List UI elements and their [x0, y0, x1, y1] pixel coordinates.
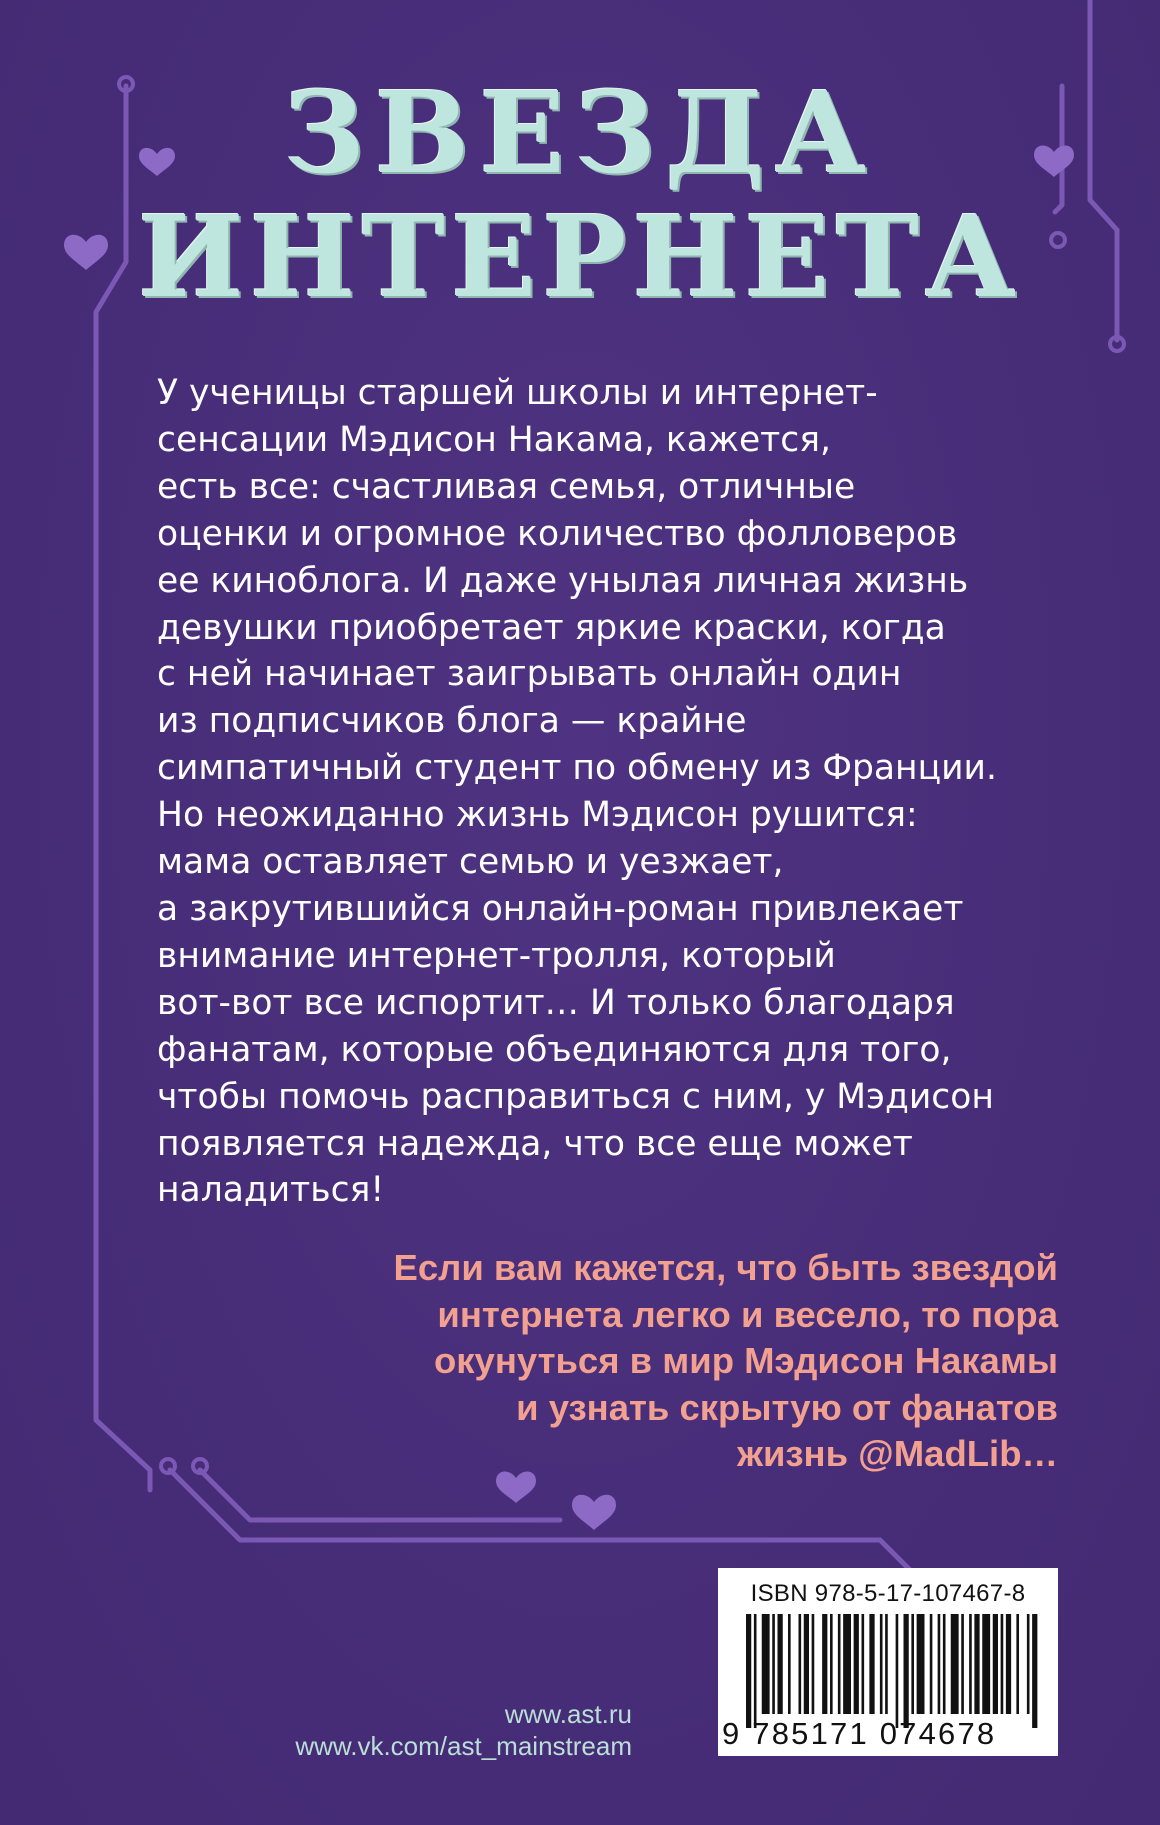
barcode-bar: [951, 1614, 959, 1714]
barcode-bar: [788, 1614, 791, 1714]
barcode-bar: [854, 1614, 859, 1714]
barcode-bar: [778, 1614, 783, 1714]
barcode-bar: [896, 1614, 899, 1728]
barcode-bar: [904, 1614, 909, 1728]
barcode-bar: [943, 1614, 946, 1714]
circuit-line-bottom: [170, 1470, 920, 1580]
barcode-bar: [812, 1614, 815, 1714]
isbn-number: ISBN 978-5-17-107467-8: [750, 1580, 1026, 1607]
barcode-bar: [843, 1614, 851, 1714]
barcode-bar: [869, 1614, 874, 1714]
barcode-icon: [746, 1614, 1040, 1728]
barcode-bar: [911, 1614, 914, 1714]
barcode-bar: [1016, 1614, 1019, 1714]
book-title-line-2: ИНТЕРНЕТА: [137, 192, 1023, 323]
heart-icon: [572, 1495, 616, 1530]
tagline-text: Если вам кажется, что быть звездой интернета легко и весело, то пора окунуться в мир Мэдисон Накамы и узнать скрытую от фанатов жизнь @MadLib…: [393, 1247, 1058, 1474]
barcode-bar: [822, 1614, 827, 1714]
barcode-bar: [772, 1614, 775, 1714]
book-title-line-1: ЗВЕЗДА: [283, 68, 877, 199]
barcode-bar: [974, 1614, 979, 1714]
barcode-bar: [862, 1614, 865, 1714]
barcode-bar: [885, 1614, 888, 1714]
barcode-bar: [880, 1614, 883, 1714]
barcode-panel: [718, 1568, 1058, 1756]
barcode-bar: [930, 1614, 933, 1714]
barcode-bar: [804, 1614, 809, 1714]
barcode-bar: [754, 1614, 757, 1728]
barcode-bar: [799, 1614, 802, 1714]
publisher-vk-link[interactable]: www.vk.com/ast_mainstream: [295, 1731, 632, 1761]
barcode-bar: [1032, 1614, 1037, 1728]
barcode-bar: [746, 1614, 751, 1728]
barcode-bar: [961, 1614, 964, 1714]
barcode-bar: [838, 1614, 841, 1714]
publisher-website-link[interactable]: www.ast.ru: [504, 1699, 632, 1729]
synopsis-text: У ученицы старшей школы и интернет- сенсации Мэдисон Накама, кажется, есть все: счастливая семья, отличные оценки и огромное количество фолловеров ее киноблога. И даже унылая личная жизнь девушки приобретает яркие краски, когда с ней начинает заигрывать онлайн один из подписчиков блога — крайне симпатичный студент по обмену из Франции. Но неожиданно жизнь Мэдисон рушится: мама оставляет семью и уезжает, а закрутившийся онлайн-роман привлекает внимание интернет-тролля, который вот-вот все испортит… И только благодаря фанатам, которые объединяются для того, чтобы помочь расправиться с ним, у Мэдисон появляется надежда, что все еще может наладиться!: [157, 373, 997, 1211]
barcode-bar: [993, 1614, 998, 1714]
barcode-bar: [1006, 1614, 1011, 1714]
ean-digits: 9 785171 074678: [722, 1716, 997, 1751]
barcode-bar: [762, 1614, 770, 1714]
barcode-bar: [969, 1614, 972, 1714]
barcode-bar: [1027, 1614, 1030, 1714]
barcode-bar: [938, 1614, 941, 1714]
barcode-bar: [830, 1614, 833, 1714]
barcode-bar: [1001, 1614, 1004, 1714]
barcode-bar: [917, 1614, 925, 1714]
publisher-links: [200, 1698, 632, 1762]
barcode-bar: [982, 1614, 990, 1714]
